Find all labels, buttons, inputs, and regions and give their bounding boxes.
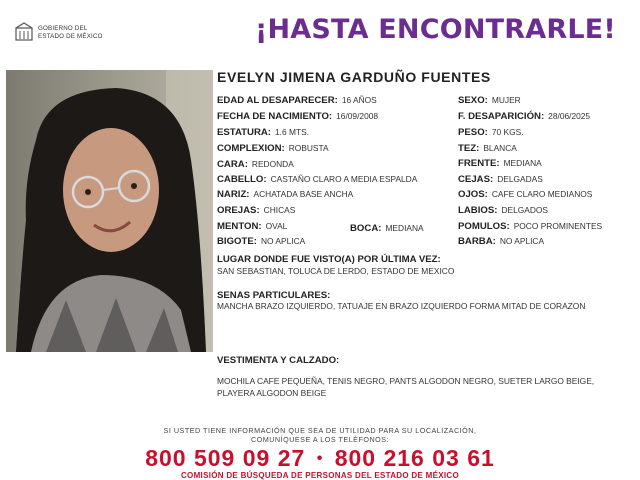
- field-label: POMULOS:: [458, 221, 510, 232]
- field-value: NO APLICA: [499, 236, 545, 246]
- field-labios: [458, 204, 548, 217]
- field-estatura: [217, 126, 309, 139]
- field-value: POCO PROMINENTES: [513, 221, 603, 231]
- field-value: 28/06/2025: [548, 111, 591, 121]
- last-seen-label: LUGAR DONDE FUE VISTO(A) POR ÚLTIMA VEZ:: [217, 254, 441, 265]
- field-value: OVAL: [265, 221, 288, 231]
- field-value: CHICAS: [263, 205, 296, 215]
- field-label: CEJAS:: [458, 174, 494, 185]
- field-label: TEZ:: [458, 143, 480, 154]
- field-cara: [217, 158, 294, 171]
- field-menton: [217, 220, 287, 233]
- field-value: 16/09/2008: [336, 111, 379, 121]
- field-cabello: [217, 173, 417, 186]
- field-tez: [458, 142, 517, 155]
- logo-line-2: ESTADO DE MÉXICO: [38, 32, 103, 40]
- logo-text: [38, 25, 103, 40]
- field-label: BOCA:: [350, 223, 382, 234]
- field-fecha-desaparicion: [458, 110, 590, 123]
- field-label: F. DESAPARICIÓN:: [458, 111, 545, 122]
- field-sexo: [458, 94, 521, 107]
- field-value: MUJER: [491, 95, 521, 105]
- field-label: OREJAS:: [217, 205, 260, 216]
- commission-name: COMISIÓN DE BÚSQUEDA DE PERSONAS DEL ESTADO DE MÉXICO: [180, 471, 459, 480]
- field-value: 70 KGS.: [491, 127, 524, 137]
- field-value: DELGADOS: [501, 205, 548, 215]
- clothing-value: MOCHILA CAFE PEQUEÑA, TENIS NEGRO, PANTS ALGODON NEGRO, SUETER LARGO BEIGE, PLAYERA ALGODON BEIGE: [217, 376, 595, 398]
- government-logo: [14, 20, 124, 44]
- field-value: 16 AÑOS: [341, 95, 377, 105]
- field-value: ROBUSTA: [288, 143, 329, 153]
- field-nariz: [217, 188, 353, 201]
- coat-of-arms-icon: [14, 22, 34, 42]
- clothing-label: VESTIMENTA Y CALZADO:: [217, 355, 340, 366]
- field-barba: [458, 235, 544, 248]
- field-label: FRENTE:: [458, 158, 500, 169]
- field-label: BARBA:: [458, 236, 496, 247]
- person-name: EVELYN JIMENA GARDUÑO FUENTES: [217, 69, 491, 85]
- field-label: CARA:: [217, 159, 248, 170]
- phone-2: 800 216 03 61: [334, 445, 495, 471]
- field-peso: [458, 126, 524, 139]
- field-value: ACHATADA BASE ANCHA: [253, 189, 354, 199]
- field-label: CABELLO:: [217, 174, 267, 185]
- field-value: MEDIANA: [385, 223, 424, 233]
- field-ojos: [458, 188, 592, 201]
- footer-info-line-2: COMUNÍQUESE A LOS TELÉFONOS:: [250, 435, 390, 444]
- field-frente: [458, 157, 542, 170]
- footer-info-line-1: SI USTED TIENE INFORMACIÓN QUE SEA DE UTILIDAD PARA SU LOCALIZACIÓN,: [163, 426, 477, 435]
- field-fecha-nacimiento: [217, 110, 378, 123]
- field-edad: [217, 94, 377, 107]
- headline: ¡HASTA ENCONTRARLE!: [255, 14, 616, 45]
- field-label: MENTON:: [217, 221, 262, 232]
- field-value: NO APLICA: [260, 236, 306, 246]
- marks-value: MANCHA BRAZO IZQUIERDO, TATUAJE EN BRAZO IZQUIERDO FORMA MITAD DE CORAZON: [217, 301, 586, 311]
- field-label: ESTATURA:: [217, 127, 272, 138]
- field-boca: [350, 222, 424, 235]
- field-value: REDONDA: [251, 159, 294, 169]
- field-value: 1.6 MTS.: [275, 127, 309, 137]
- field-label: COMPLEXION:: [217, 143, 285, 154]
- field-pomulos: [458, 220, 602, 233]
- phone-separator: •: [316, 450, 324, 467]
- field-complexion: [217, 142, 329, 155]
- missing-person-photo: [6, 70, 213, 352]
- field-label: OJOS:: [458, 189, 488, 200]
- phone-numbers: [0, 445, 640, 472]
- field-label: PESO:: [458, 127, 488, 138]
- field-value: BLANCA: [483, 143, 517, 153]
- marks-label: SENAS PARTICULARES:: [217, 290, 331, 301]
- field-value: CAFE CLARO MEDIANOS: [491, 189, 593, 199]
- field-label: BIGOTE:: [217, 236, 257, 247]
- field-label: FECHA DE NACIMIENTO:: [217, 111, 333, 122]
- phone-1: 800 509 09 27: [145, 445, 306, 471]
- field-label: EDAD AL DESAPARECER:: [217, 95, 338, 106]
- field-value: DELGADAS: [497, 174, 543, 184]
- field-value: MEDIANA: [503, 158, 542, 168]
- field-label: NARIZ:: [217, 189, 250, 200]
- logo-line-1: GOBIERNO DEL: [38, 25, 88, 32]
- field-cejas: [458, 173, 543, 186]
- last-seen-value: SAN SEBASTIAN, TOLUCA DE LERDO, ESTADO DE MEXICO: [217, 266, 455, 276]
- field-label: SEXO:: [458, 95, 488, 106]
- field-bigote: [217, 235, 305, 248]
- field-value: CASTAÑO CLARO A MEDIA ESPALDA: [270, 174, 418, 184]
- field-label: LABIOS:: [458, 205, 498, 216]
- field-orejas: [217, 204, 295, 217]
